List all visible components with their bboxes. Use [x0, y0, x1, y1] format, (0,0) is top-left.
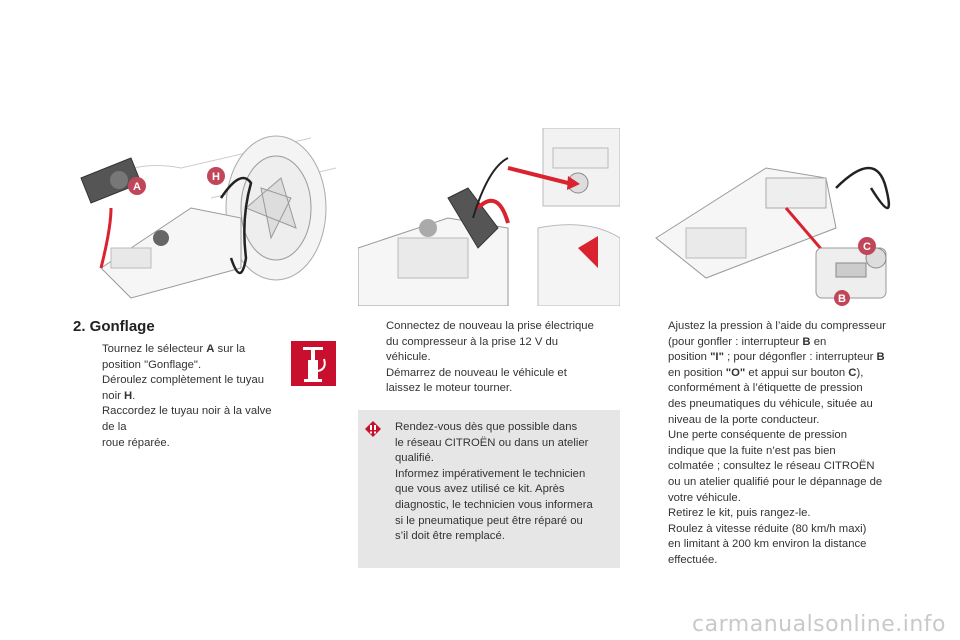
section-title: 2. Gonflage — [73, 318, 155, 335]
compressor-plug-drawing — [358, 128, 620, 306]
list-item — [361, 366, 616, 397]
list-item-text: Tournez le sélecteur A sur la position "Gonflage". — [102, 343, 246, 371]
list-item-text: Retirez le kit, puis rangez-le. — [668, 507, 811, 520]
tire-pump-icon — [291, 341, 336, 386]
list-item — [77, 342, 287, 373]
inflation-steps-list — [77, 342, 287, 451]
list-item-text: Démarrez de nouveau le véhicule et laissez le moteur tourner. — [386, 366, 567, 395]
list-item — [77, 373, 287, 404]
list-item-text: Ajustez la pression à l’aide du compresseur (pour gonfler : interrupteur B en position "I" ; pour dégonfler : interrupteur B en position "O" et appui sur bouton C), conformément à l’étiquette de pression des pneumatiques du véhicule, située au niveau de la porte conducteur. Une perte conséquente de pression indique que la fuite n’est pas bien colmatée ; consultez le réseau CITROËN ou un atelier qualifié pour le dépannage de votre véhicule. — [668, 320, 886, 504]
illustration-compressor-plug — [358, 128, 620, 306]
compressor-pressure-drawing — [646, 128, 908, 306]
warning-text — [395, 420, 617, 545]
watermark: carmanualsonline.info — [692, 612, 946, 637]
list-item-text: Roulez à vitesse réduite (80 km/h maxi) en limitant à 200 km environ la distance effectuée. — [668, 522, 867, 566]
label-A: A — [133, 181, 141, 193]
list-item — [643, 319, 913, 506]
list-item-text: Déroulez complètement le tuyau noir H. — [102, 374, 265, 402]
list-item-text: Raccordez le tuyau noir à la valve de la roue réparée. — [102, 405, 272, 449]
illustration-compressor-pressure — [646, 128, 908, 306]
label-C: C — [863, 241, 871, 253]
warning-paragraph: Rendez-vous dès que possible dans le réseau CITROËN ou dans un atelier qualifié. Informez impérativement le technicien que vous avez utilisé ce kit. Après diagnostic, le technicien vous informera si le pneumatique peut être réparé ou s’il doit être remplacé. — [395, 421, 593, 543]
label-H: H — [212, 171, 220, 183]
compressor-wheel-drawing — [71, 128, 336, 306]
warning-box — [358, 410, 620, 568]
illustration-compressor-selector — [71, 128, 336, 306]
list-item — [643, 506, 913, 522]
list-item — [77, 404, 287, 451]
list-item — [643, 522, 913, 569]
list-item — [361, 319, 616, 366]
reconnect-steps-list — [361, 319, 616, 397]
list-item-text: Connectez de nouveau la prise électrique du compresseur à la prise 12 V du véhicule. — [386, 320, 594, 364]
pressure-steps-list — [643, 319, 913, 569]
label-B: B — [838, 293, 846, 305]
warning-icon — [365, 421, 381, 437]
